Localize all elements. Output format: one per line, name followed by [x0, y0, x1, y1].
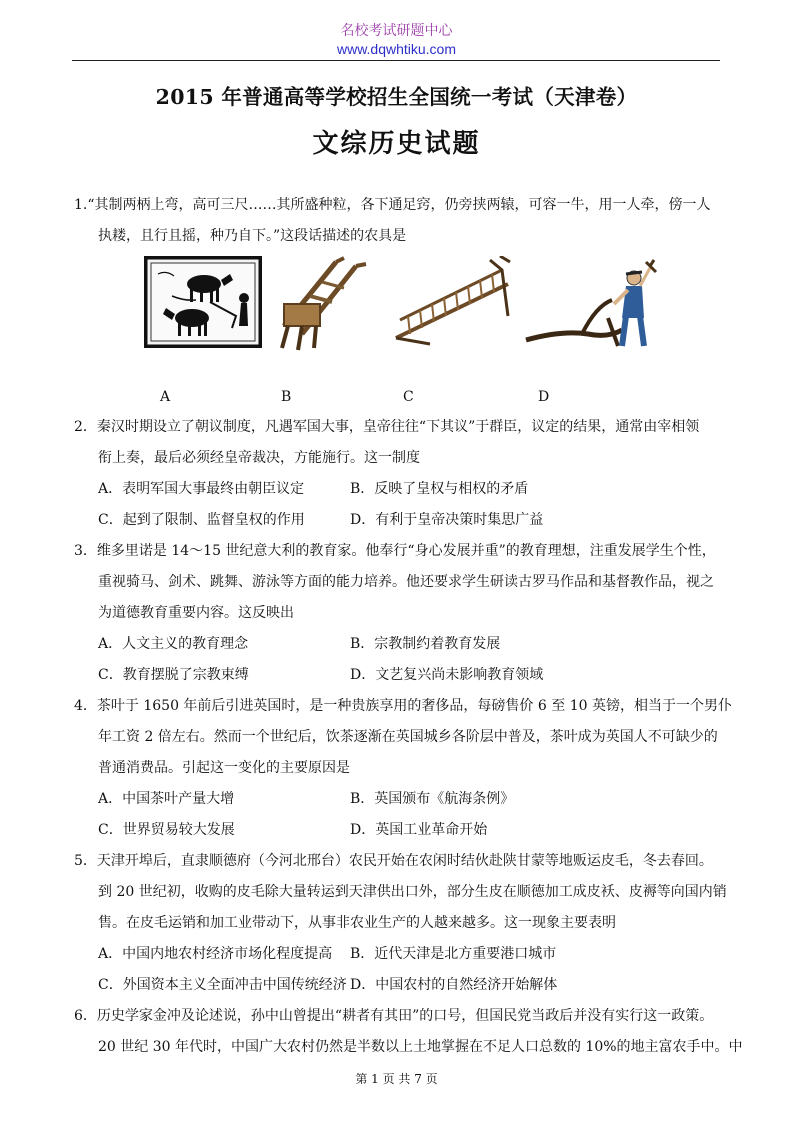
- question-text-line: 为道德教育重要内容。这反映出: [98, 605, 294, 621]
- question-text-line: 年工资 2 倍左右。然而一个世纪后，饮茶逐渐在英国城乡各阶层中普及，茶叶成为英国人不可缺少的: [98, 729, 718, 745]
- option-b[interactable]: B．宗教制约着教育发展: [350, 636, 501, 652]
- question-text-line: 普通消费品。引起这一变化的主要原因是: [98, 760, 350, 776]
- answer-options: [74, 629, 722, 691]
- question-text-line: 3．维多里诺是 14～15 世纪意大利的教育家。他奉行“身心发展并重”的教育理想，注重发展学生个性，: [74, 543, 716, 559]
- option-a[interactable]: A．人文主义的教育理念: [98, 636, 249, 652]
- question-list: [74, 190, 743, 1063]
- answer-options: [74, 474, 722, 536]
- option-b[interactable]: B．反映了皇权与相权的矛盾: [350, 481, 529, 497]
- figure-labels: [144, 382, 722, 412]
- option-c[interactable]: C．外国资本主义全面冲击中国传统经济: [98, 977, 347, 993]
- question-text-line: 执耧，且行且摇，种乃自下。”这段话描述的农具是: [98, 228, 407, 244]
- option-a[interactable]: A．表明军国大事最终由朝臣议定: [98, 481, 305, 497]
- question-text-line: 重视骑马、剑术、跳舞、游泳等方面的能力培养。他还要求学生研读古罗马作品和基督教作品，视之: [98, 574, 714, 590]
- option-c[interactable]: C．教育摆脱了宗教束缚: [98, 667, 249, 683]
- question-text-line: 2．秦汉时期设立了朝议制度，凡遇军国大事，皇帝往往“下其议”于群臣，议定的结果，通常由宰相领: [74, 419, 700, 435]
- question-1: [74, 190, 722, 412]
- option-a[interactable]: A．中国茶叶产量大增: [98, 791, 235, 807]
- option-b[interactable]: B．近代天津是北方重要港口城市: [350, 946, 557, 962]
- seed-drill-image: [274, 256, 382, 354]
- figure-label-d: D: [538, 389, 550, 405]
- curved-plough-image: [522, 256, 662, 354]
- question-text-line: 6．历史学家金冲及论述说，孙中山曾提出“耕者有其田”的口号，但国民党当政后并没有实行这一政策。: [74, 1008, 714, 1024]
- question-text-line: 到 20 世纪初，收购的皮毛除大量转运到天津供出口外，部分生皮在顺德加工成皮袄、皮褥等向国内销: [98, 884, 727, 900]
- question-text-line: 5．天津开埠后，直隶顺德府（今河北邢台）农民开始在农闲时结伙赴陕甘蒙等地贩运皮毛，冬去春回。: [74, 853, 713, 869]
- question-6: [74, 1001, 743, 1063]
- answer-options: [74, 784, 722, 846]
- site-url[interactable]: www.dqwhtiku.com: [336, 41, 457, 57]
- page-footer: 第 1 页 共 7 页: [355, 1072, 438, 1086]
- site-header: [0, 22, 793, 58]
- figure-label-a: A: [160, 389, 171, 405]
- option-d[interactable]: D．英国工业革命开始: [350, 822, 488, 838]
- question-4: [74, 691, 732, 846]
- question-text-line: 4．茶叶于 1650 年前后引进英国时，是一种贵族享用的奢侈品，每磅售价 6 至 10 英镑，相当于一个男仆: [74, 698, 732, 714]
- option-d[interactable]: D．中国农村的自然经济开始解体: [350, 977, 558, 993]
- option-d[interactable]: D．文艺复兴尚未影响教育领域: [350, 667, 544, 683]
- exam-subtitle: 文综历史试题: [312, 129, 481, 159]
- option-d[interactable]: D．有利于皇帝决策时集思广益: [350, 512, 544, 528]
- header-divider: [72, 60, 720, 61]
- exam-title: 2015 年普通高等学校招生全国统一考试（天津卷）: [155, 85, 638, 109]
- question-2: [74, 412, 722, 536]
- question-3: [74, 536, 722, 691]
- ox-plough-relief-image: [144, 256, 262, 348]
- question-text-line: 衔上奏，最后必须经皇帝裁决，方能施行。这一制度: [98, 450, 420, 466]
- site-name: 名校考试研题中心: [340, 23, 453, 39]
- question-text-line: 20 世纪 30 年代时，中国广大农村仍然是半数以上土地掌握在不足人口总数的 10%的地主富农手中。中: [98, 1039, 743, 1055]
- answer-options: [74, 939, 722, 1001]
- question-5: [74, 846, 727, 1001]
- question-text-line: 1.“其制两柄上弯，高可三尺……其所盛种粒，各下通足窍，仍旁挟两辕，可容一牛，用一人牵，傍一人: [74, 197, 711, 213]
- option-b[interactable]: B．英国颁布《航海条例》: [350, 791, 515, 807]
- option-c[interactable]: C．起到了限制、监督皇权的作用: [98, 512, 305, 528]
- question-text-line: 售。在皮毛运销和加工业带动下，从事非农业生产的人越来越多。这一现象主要表明: [98, 915, 616, 931]
- option-a[interactable]: A．中国内地农村经济市场化程度提高: [98, 946, 333, 962]
- figure-label-c: C: [403, 389, 414, 405]
- option-c[interactable]: C．世界贸易较大发展: [98, 822, 235, 838]
- chain-pump-image: [390, 256, 514, 348]
- figure-label-b: B: [281, 389, 292, 405]
- tool-figures: [144, 252, 722, 382]
